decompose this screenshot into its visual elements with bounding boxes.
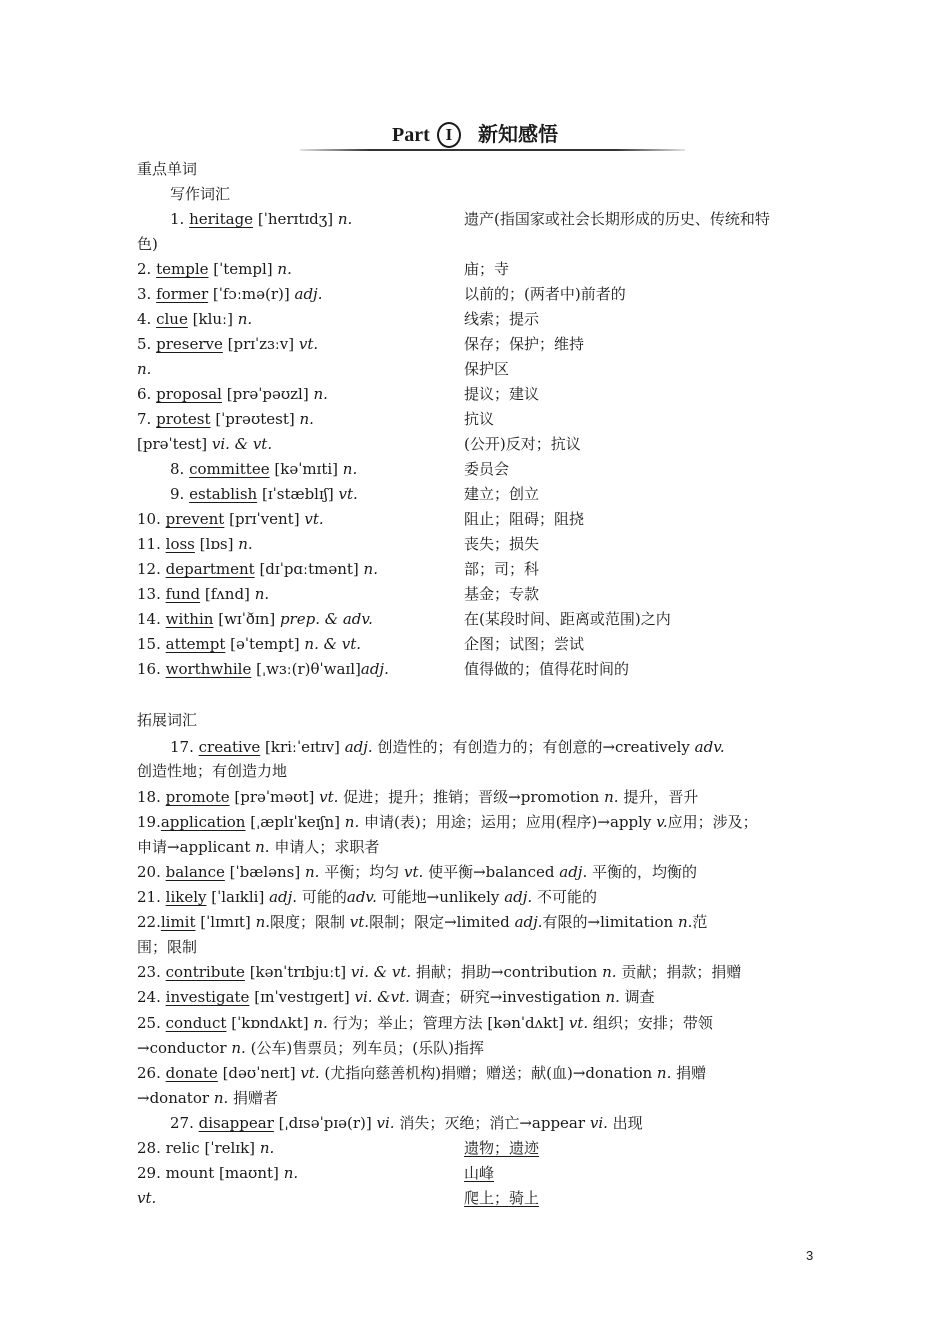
ext-entry-24: 24. investigate [ɪnˈvestɪgeɪt] vi. &vt. 调查；研究→investigation n. 调查 <box>137 988 655 1006</box>
ext-entry-25: 25. conduct [ˈkɒndʌkt] n. 行为；举止；管理方法 [kənˈdʌkt] vt. 组织；安排；带领 <box>137 1014 713 1032</box>
vocab-meaning-8: 委员会 <box>464 460 510 478</box>
ext-meaning-29-extra: 爬上；骑上 <box>464 1189 540 1207</box>
vocab-meaning-7-extra: (公开)反对；抗议 <box>464 435 581 453</box>
vocab-entry-1: 1. heritage [ˈherɪtɪdʒ] n. <box>170 210 353 228</box>
page-number: 3 <box>806 1248 814 1263</box>
vocab-entry-12: 12. department [dɪˈpɑːtmənt] n. <box>137 560 378 578</box>
vocab-entry-10: 10. prevent [prɪˈvent] vt. <box>137 510 324 528</box>
vocab-meaning-3: 以前的；(两者中)前者的 <box>464 285 626 303</box>
vocab-entry-9: 9. establish [ɪˈstæblɪʃ] vt. <box>170 485 358 503</box>
vocab-meaning-14: 在(某段时间、距离或范围)之内 <box>464 610 671 628</box>
vocab-entry-5: 5. preserve [prɪˈzɜːv] vt. <box>137 335 319 353</box>
vocab-entry-15: 15. attempt [əˈtempt] n. & vt. <box>137 635 361 653</box>
vocab-entry-16: 16. worthwhile [ˌwɜː(r)θˈwaɪl]adj. <box>137 660 389 678</box>
vocab-meaning-1-cont: 色) <box>137 235 158 253</box>
vocab-meaning-9: 建立；创立 <box>464 485 540 503</box>
vocab-meaning-4: 线索；提示 <box>464 310 540 328</box>
ext-entry-23: 23. contribute [kənˈtrɪbjuːt] vi. & vt. 捐献；捐助→contribution n. 贡献；捐款；捐赠 <box>137 963 742 981</box>
part-heading: 新知感悟 <box>477 122 558 146</box>
subsection-heading-writing: 写作词汇 <box>170 185 231 203</box>
vocab-meaning-6: 提议；建议 <box>464 385 540 403</box>
ext-entry-19-cont: 申请→applicant n. 申请人；求职者 <box>137 838 380 856</box>
ext-entry-20: 20. balance [ˈbæləns] n. 平衡；均匀 vt. 使平衡→balanced adj. 平衡的，均衡的 <box>137 863 698 881</box>
section-heading-key-words: 重点单词 <box>137 160 198 178</box>
ext-entry-19: 19.application [ˌæplɪˈkeɪʃn] n. 申请(表)；用途；运用；应用(程序)→apply v.应用；涉及； <box>137 813 758 831</box>
vocab-meaning-16: 值得做的；值得花时间的 <box>464 660 630 678</box>
subsection-heading-extended: 拓展词汇 <box>137 711 198 729</box>
vocab-entry-14: 14. within [wɪˈðɪn] prep. & adv. <box>137 610 373 628</box>
vocab-entry-11: 11. loss [lɒs] n. <box>137 535 253 553</box>
title-underline <box>300 149 685 151</box>
vocab-meaning-5: 保存；保护；维持 <box>464 335 585 353</box>
vocab-meaning-5-extra: 保护区 <box>464 360 510 378</box>
ext-entry-28: 28. relic [ˈrelɪk] n. <box>137 1139 275 1157</box>
ext-entry-18: 18. promote [prəˈməʊt] vt. 促进；提升；推销；晋级→promotion n. 提升，晋升 <box>137 788 699 806</box>
ext-entry-17: 17. creative [kriːˈeɪtɪv] adj. 创造性的；有创造力的；有创意的→creatively adv. <box>170 738 725 756</box>
ext-meaning-29: 山峰 <box>464 1164 495 1182</box>
vocab-meaning-7: 抗议 <box>464 410 495 428</box>
ext-entry-27: 27. disappear [ˌdɪsəˈpɪə(r)] vi. 消失；灭绝；消亡→appear vi. 出现 <box>170 1114 643 1132</box>
ext-meaning-28: 遗物；遗迹 <box>464 1139 540 1157</box>
vocab-entry-6: 6. proposal [prəˈpəʊzl] n. <box>137 385 328 403</box>
part-label: Part <box>392 124 430 146</box>
ext-entry-26-cont: →donator n. 捐赠者 <box>137 1089 279 1107</box>
vocab-meaning-2: 庙；寺 <box>464 260 510 278</box>
ext-entry-22: 22.limit [ˈlɪmɪt] n.限度；限制 vt.限制；限定→limited adj.有限的→limitation n.范 <box>137 913 708 931</box>
vocab-meaning-15: 企图；试图；尝试 <box>464 635 585 653</box>
ext-entry-29: 29. mount [maʊnt] n. <box>137 1164 299 1182</box>
vocab-entry-7: 7. protest [ˈprəʊtest] n. <box>137 410 314 428</box>
vocab-entry-13: 13. fund [fʌnd] n. <box>137 585 270 603</box>
vocab-entry-4: 4. clue [kluː] n. <box>137 310 253 328</box>
vocab-entry-5-extra-pos: n. <box>137 360 152 378</box>
vocab-entry-2: 2. temple [ˈtempl] n. <box>137 260 292 278</box>
vocab-meaning-12: 部；司；科 <box>464 560 540 578</box>
part-number-badge: I <box>437 122 461 148</box>
part-title <box>0 118 950 158</box>
ext-entry-25-cont: →conductor n. (公车)售票员；列车员；(乐队)指挥 <box>137 1039 484 1057</box>
vocab-meaning-10: 阻止；阻碍；阻挠 <box>464 510 585 528</box>
vocab-entry-3: 3. former [ˈfɔːmə(r)] adj. <box>137 285 323 303</box>
ext-entry-17-cont: 创造性地；有创造力地 <box>137 762 288 780</box>
ext-entry-22-cont: 围；限制 <box>137 938 198 956</box>
vocab-meaning-11: 丧失；损失 <box>464 535 540 553</box>
vocab-meaning-1: 遗产(指国家或社会长期形成的历史、传统和特 <box>464 210 770 228</box>
ext-entry-26: 26. donate [dəʊˈneɪt] vt. (尤指向慈善机构)捐赠；赠送；献(血)→donation n. 捐赠 <box>137 1064 707 1082</box>
vocab-entry-7-extra: [prəˈtest] vi. & vt. <box>137 435 273 453</box>
vocab-meaning-13: 基金；专款 <box>464 585 540 603</box>
ext-entry-29-extra-pos: vt. <box>137 1189 157 1207</box>
vocab-entry-8: 8. committee [kəˈmɪti] n. <box>170 460 358 478</box>
ext-entry-21: 21. likely [ˈlaɪkli] adj. 可能的adv. 可能地→unlikely adj. 不可能的 <box>137 888 597 906</box>
